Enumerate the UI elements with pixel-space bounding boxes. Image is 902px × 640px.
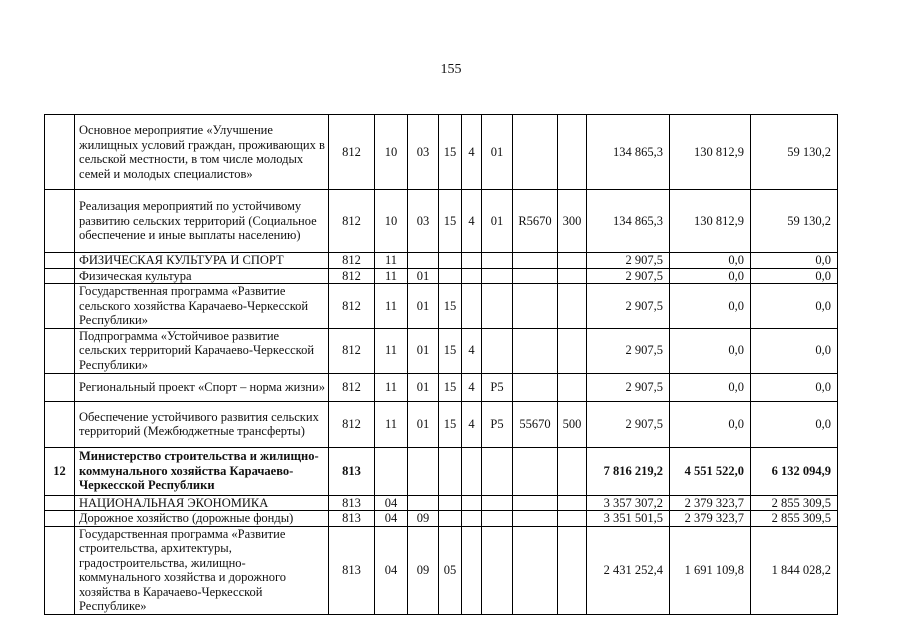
section-code-cell <box>375 447 408 495</box>
row-number-cell <box>45 268 75 284</box>
table-row <box>45 328 838 373</box>
target-subprogram-cell: 4 <box>462 373 482 401</box>
section-code-cell: 11 <box>375 401 408 447</box>
target-direction-cell <box>513 253 558 269</box>
amount-year3-cell: 59 130,2 <box>751 190 838 253</box>
table-row <box>45 373 838 401</box>
row-number-cell <box>45 253 75 269</box>
target-direction-cell: R5670 <box>513 190 558 253</box>
target-program-cell: 15 <box>439 373 462 401</box>
amount-year1-cell: 3 357 307,2 <box>587 495 670 511</box>
row-number-cell <box>45 190 75 253</box>
row-number-cell <box>45 115 75 190</box>
amount-year2-cell: 130 812,9 <box>670 190 751 253</box>
target-subprogram-cell <box>462 447 482 495</box>
item-name-cell: Министерство строительства и жилищно-коммунального хозяйства Карачаево-Черкесской Республики <box>75 447 329 495</box>
grbs-code-cell: 812 <box>329 115 375 190</box>
target-event-cell: P5 <box>482 401 513 447</box>
target-program-cell: 15 <box>439 328 462 373</box>
table-row <box>45 511 838 527</box>
item-name-cell: Дорожное хозяйство (дорожные фонды) <box>75 511 329 527</box>
target-direction-cell <box>513 268 558 284</box>
item-name-cell: Реализация мероприятий по устойчивому развитию сельских территорий (Социальное обеспечение и иные выплаты населению) <box>75 190 329 253</box>
target-event-cell <box>482 526 513 614</box>
target-direction-cell <box>513 115 558 190</box>
target-direction-cell <box>513 373 558 401</box>
expense-type-cell <box>558 268 587 284</box>
section-code-cell: 11 <box>375 373 408 401</box>
amount-year1-cell: 2 907,5 <box>587 373 670 401</box>
section-code-cell: 11 <box>375 284 408 329</box>
subsection-code-cell: 09 <box>408 511 439 527</box>
row-number-cell <box>45 284 75 329</box>
grbs-code-cell: 812 <box>329 284 375 329</box>
amount-year2-cell: 0,0 <box>670 373 751 401</box>
amount-year1-cell: 134 865,3 <box>587 190 670 253</box>
target-direction-cell <box>513 511 558 527</box>
item-name-cell: ФИЗИЧЕСКАЯ КУЛЬТУРА И СПОРТ <box>75 253 329 269</box>
expense-type-cell <box>558 284 587 329</box>
target-event-cell: P5 <box>482 373 513 401</box>
expense-type-cell <box>558 495 587 511</box>
amount-year1-cell: 2 907,5 <box>587 328 670 373</box>
amount-year1-cell: 2 907,5 <box>587 253 670 269</box>
target-direction-cell <box>513 495 558 511</box>
row-number-cell <box>45 526 75 614</box>
target-direction-cell <box>513 284 558 329</box>
target-program-cell <box>439 511 462 527</box>
item-name-cell: Государственная программа «Развитие строительства, архитектуры, градостроительства, жилищно-коммунального хозяйства и дорожного хозяйства в Карачаево-Черкесской Республике» <box>75 526 329 614</box>
expense-type-cell <box>558 511 587 527</box>
item-name-cell: Физическая культура <box>75 268 329 284</box>
table-row <box>45 253 838 269</box>
subsection-code-cell: 01 <box>408 401 439 447</box>
target-direction-cell <box>513 328 558 373</box>
grbs-code-cell: 812 <box>329 253 375 269</box>
amount-year1-cell: 134 865,3 <box>587 115 670 190</box>
table-row <box>45 495 838 511</box>
item-name-cell: НАЦИОНАЛЬНАЯ ЭКОНОМИКА <box>75 495 329 511</box>
item-name-cell: Региональный проект «Спорт – норма жизни» <box>75 373 329 401</box>
target-program-cell: 15 <box>439 190 462 253</box>
amount-year1-cell: 2 907,5 <box>587 401 670 447</box>
target-event-cell: 01 <box>482 115 513 190</box>
item-name-cell: Основное мероприятие «Улучшение жилищных условий граждан, проживающих в сельской местности, в том числе молодых семей и молодых специалистов» <box>75 115 329 190</box>
target-direction-cell <box>513 526 558 614</box>
section-code-cell: 04 <box>375 526 408 614</box>
target-program-cell <box>439 495 462 511</box>
section-code-cell: 11 <box>375 268 408 284</box>
target-subprogram-cell: 4 <box>462 190 482 253</box>
expense-type-cell <box>558 526 587 614</box>
target-event-cell <box>482 511 513 527</box>
subsection-code-cell: 03 <box>408 115 439 190</box>
amount-year3-cell: 2 855 309,5 <box>751 511 838 527</box>
target-subprogram-cell <box>462 284 482 329</box>
target-subprogram-cell <box>462 511 482 527</box>
subsection-code-cell <box>408 495 439 511</box>
grbs-code-cell: 812 <box>329 401 375 447</box>
row-number-cell <box>45 401 75 447</box>
amount-year2-cell: 2 379 323,7 <box>670 511 751 527</box>
row-number-cell <box>45 328 75 373</box>
target-subprogram-cell: 4 <box>462 328 482 373</box>
subsection-code-cell <box>408 447 439 495</box>
amount-year3-cell: 0,0 <box>751 253 838 269</box>
expense-type-cell: 300 <box>558 190 587 253</box>
target-subprogram-cell <box>462 268 482 284</box>
grbs-code-cell: 813 <box>329 511 375 527</box>
subsection-code-cell: 01 <box>408 373 439 401</box>
amount-year3-cell: 2 855 309,5 <box>751 495 838 511</box>
amount-year2-cell: 1 691 109,8 <box>670 526 751 614</box>
table-row <box>45 115 838 190</box>
amount-year3-cell: 0,0 <box>751 401 838 447</box>
target-event-cell <box>482 447 513 495</box>
amount-year2-cell: 4 551 522,0 <box>670 447 751 495</box>
amount-year2-cell: 0,0 <box>670 284 751 329</box>
target-program-cell: 15 <box>439 401 462 447</box>
budget-table <box>44 114 838 615</box>
section-code-cell: 10 <box>375 190 408 253</box>
amount-year1-cell: 2 907,5 <box>587 284 670 329</box>
target-program-cell <box>439 447 462 495</box>
section-code-cell: 10 <box>375 115 408 190</box>
expense-type-cell: 500 <box>558 401 587 447</box>
subsection-code-cell: 01 <box>408 284 439 329</box>
row-number-cell <box>45 495 75 511</box>
item-name-cell: Обеспечение устойчивого развития сельских территорий (Межбюджетные трансферты) <box>75 401 329 447</box>
table-row <box>45 284 838 329</box>
section-code-cell: 04 <box>375 495 408 511</box>
amount-year3-cell: 6 132 094,9 <box>751 447 838 495</box>
grbs-code-cell: 812 <box>329 268 375 284</box>
target-subprogram-cell <box>462 495 482 511</box>
amount-year3-cell: 0,0 <box>751 268 838 284</box>
target-event-cell <box>482 253 513 269</box>
amount-year1-cell: 2 907,5 <box>587 268 670 284</box>
table-row <box>45 447 838 495</box>
amount-year3-cell: 0,0 <box>751 328 838 373</box>
subsection-code-cell: 01 <box>408 268 439 284</box>
section-code-cell: 11 <box>375 328 408 373</box>
amount-year1-cell: 2 431 252,4 <box>587 526 670 614</box>
target-program-cell: 05 <box>439 526 462 614</box>
target-event-cell: 01 <box>482 190 513 253</box>
amount-year3-cell: 1 844 028,2 <box>751 526 838 614</box>
amount-year2-cell: 2 379 323,7 <box>670 495 751 511</box>
amount-year1-cell: 3 351 501,5 <box>587 511 670 527</box>
item-name-cell: Подпрограмма «Устойчивое развитие сельских территорий Карачаево-Черкесской Республики» <box>75 328 329 373</box>
target-event-cell <box>482 268 513 284</box>
amount-year3-cell: 59 130,2 <box>751 115 838 190</box>
row-number-cell <box>45 511 75 527</box>
item-name-cell: Государственная программа «Развитие сельского хозяйства Карачаево-Черкесской Республики» <box>75 284 329 329</box>
target-program-cell <box>439 268 462 284</box>
target-event-cell <box>482 284 513 329</box>
row-number-cell: 12 <box>45 447 75 495</box>
target-subprogram-cell: 4 <box>462 401 482 447</box>
table-row <box>45 268 838 284</box>
target-program-cell: 15 <box>439 284 462 329</box>
amount-year2-cell: 0,0 <box>670 401 751 447</box>
expense-type-cell <box>558 253 587 269</box>
target-direction-cell: 55670 <box>513 401 558 447</box>
amount-year2-cell: 0,0 <box>670 253 751 269</box>
grbs-code-cell: 813 <box>329 526 375 614</box>
amount-year3-cell: 0,0 <box>751 373 838 401</box>
expense-type-cell <box>558 447 587 495</box>
row-number-cell <box>45 373 75 401</box>
target-event-cell <box>482 495 513 511</box>
section-code-cell: 04 <box>375 511 408 527</box>
target-direction-cell <box>513 447 558 495</box>
target-subprogram-cell <box>462 526 482 614</box>
table-row <box>45 526 838 614</box>
target-program-cell: 15 <box>439 115 462 190</box>
page-number: 155 <box>440 62 462 77</box>
table-row <box>45 401 838 447</box>
amount-year2-cell: 130 812,9 <box>670 115 751 190</box>
grbs-code-cell: 813 <box>329 495 375 511</box>
expense-type-cell <box>558 115 587 190</box>
section-code-cell: 11 <box>375 253 408 269</box>
subsection-code-cell: 01 <box>408 328 439 373</box>
table-row <box>45 190 838 253</box>
target-subprogram-cell: 4 <box>462 115 482 190</box>
grbs-code-cell: 812 <box>329 190 375 253</box>
amount-year2-cell: 0,0 <box>670 268 751 284</box>
expense-type-cell <box>558 328 587 373</box>
subsection-code-cell: 09 <box>408 526 439 614</box>
target-event-cell <box>482 328 513 373</box>
subsection-code-cell <box>408 253 439 269</box>
grbs-code-cell: 812 <box>329 328 375 373</box>
grbs-code-cell: 812 <box>329 373 375 401</box>
target-program-cell <box>439 253 462 269</box>
grbs-code-cell: 813 <box>329 447 375 495</box>
expense-type-cell <box>558 373 587 401</box>
amount-year1-cell: 7 816 219,2 <box>587 447 670 495</box>
subsection-code-cell: 03 <box>408 190 439 253</box>
target-subprogram-cell <box>462 253 482 269</box>
amount-year3-cell: 0,0 <box>751 284 838 329</box>
amount-year2-cell: 0,0 <box>670 328 751 373</box>
